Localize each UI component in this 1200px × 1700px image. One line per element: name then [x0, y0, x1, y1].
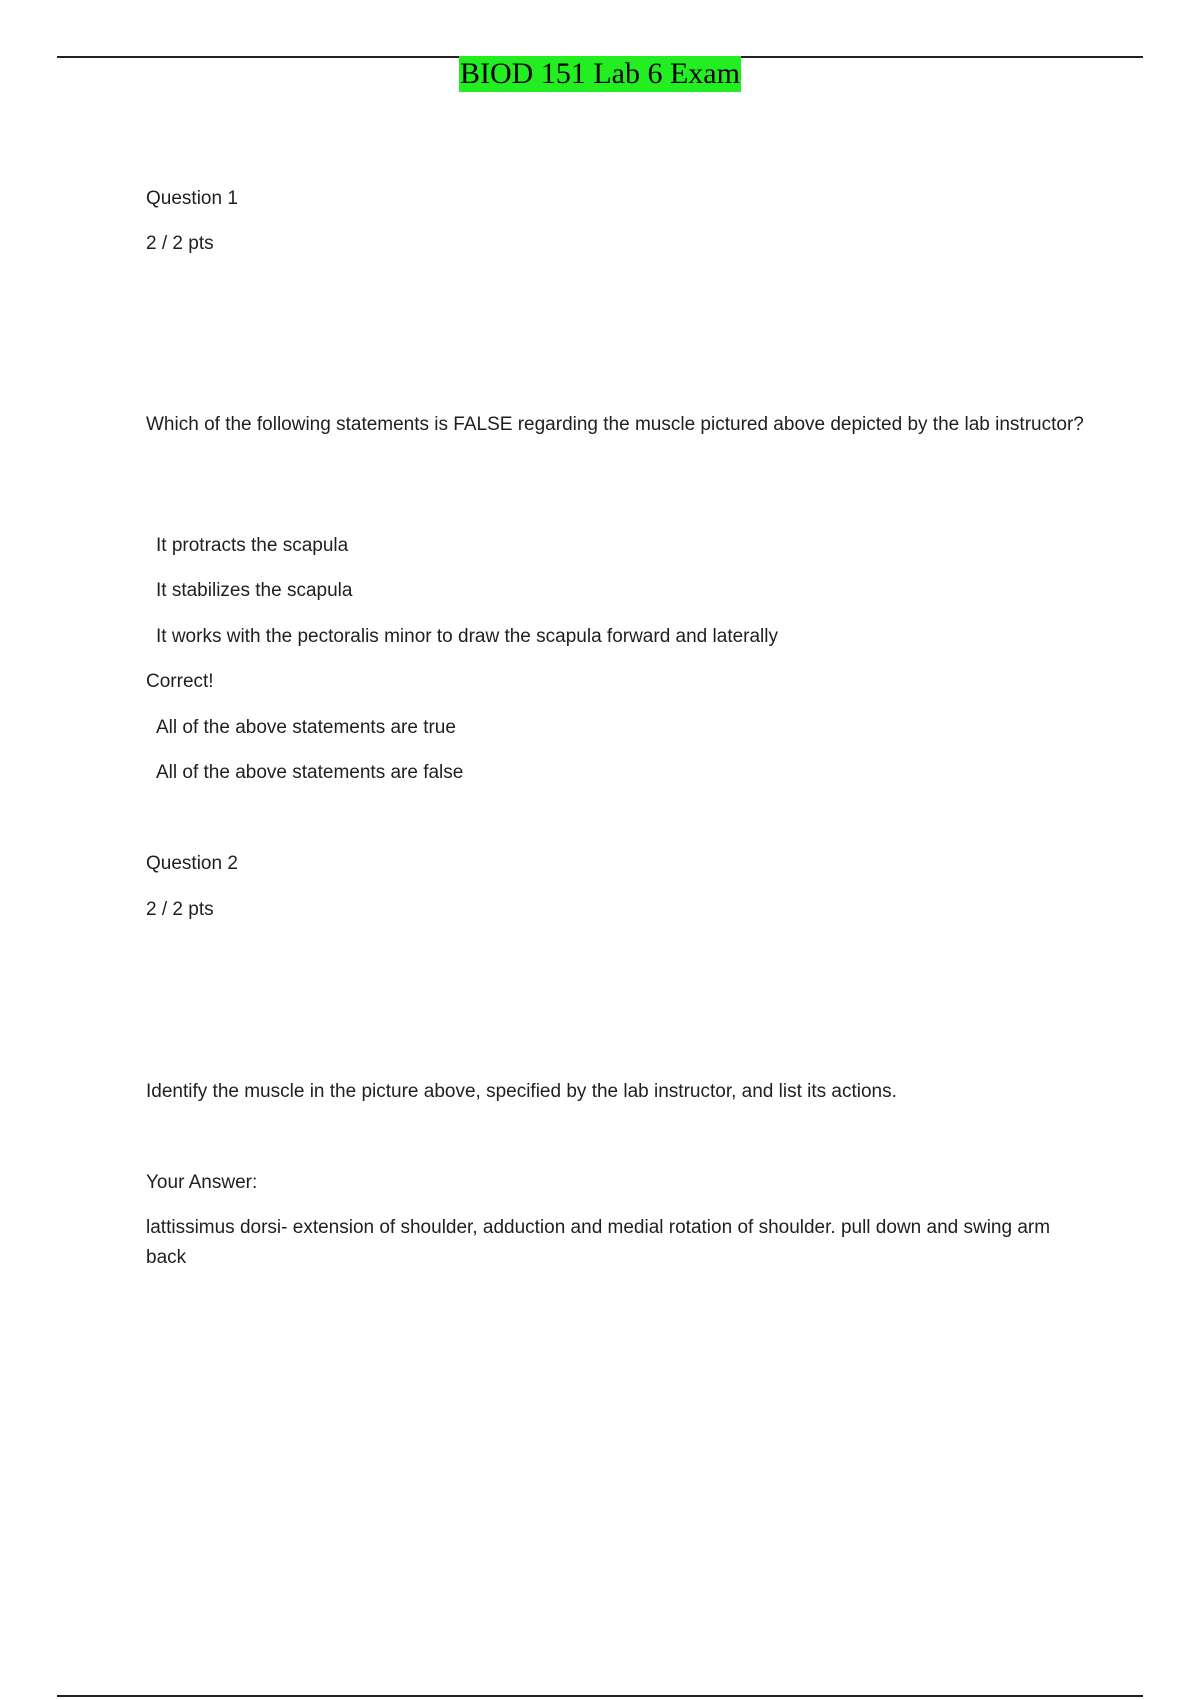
question-1-prompt: Which of the following statements is FALSE regarding the muscle pictured above depicted by the lab instructor? — [146, 414, 1084, 435]
question-2-answer-text: lattissimus dorsi- extension of shoulder, adduction and medial rotation of shoulder. pull down and swing arm back — [146, 1217, 1051, 1268]
question-2-label: Question 2 — [146, 853, 238, 874]
question-1-option-1[interactable]: It protracts the scapula — [156, 535, 349, 556]
footer-rule — [57, 1695, 1143, 1697]
question-1-label: Question 1 — [146, 188, 238, 209]
document-title: BIOD 151 Lab 6 Exam — [460, 57, 740, 90]
title-container — [0, 56, 1200, 92]
question-2-answer-label: Your Answer: — [146, 1172, 258, 1193]
question-1-points: 2 / 2 pts — [146, 233, 214, 254]
question-1-option-4[interactable]: All of the above statements are true — [156, 717, 456, 738]
question-1-option-2[interactable]: It stabilizes the scapula — [156, 580, 353, 601]
question-2-points: 2 / 2 pts — [146, 899, 214, 920]
question-1-feedback: Correct! — [146, 671, 214, 692]
question-2-prompt: Identify the muscle in the picture above, specified by the lab instructor, and list its actions. — [146, 1081, 897, 1102]
question-1-option-3[interactable]: It works with the pectoralis minor to draw the scapula forward and laterally — [156, 626, 778, 647]
question-1-option-5[interactable]: All of the above statements are false — [156, 762, 464, 783]
